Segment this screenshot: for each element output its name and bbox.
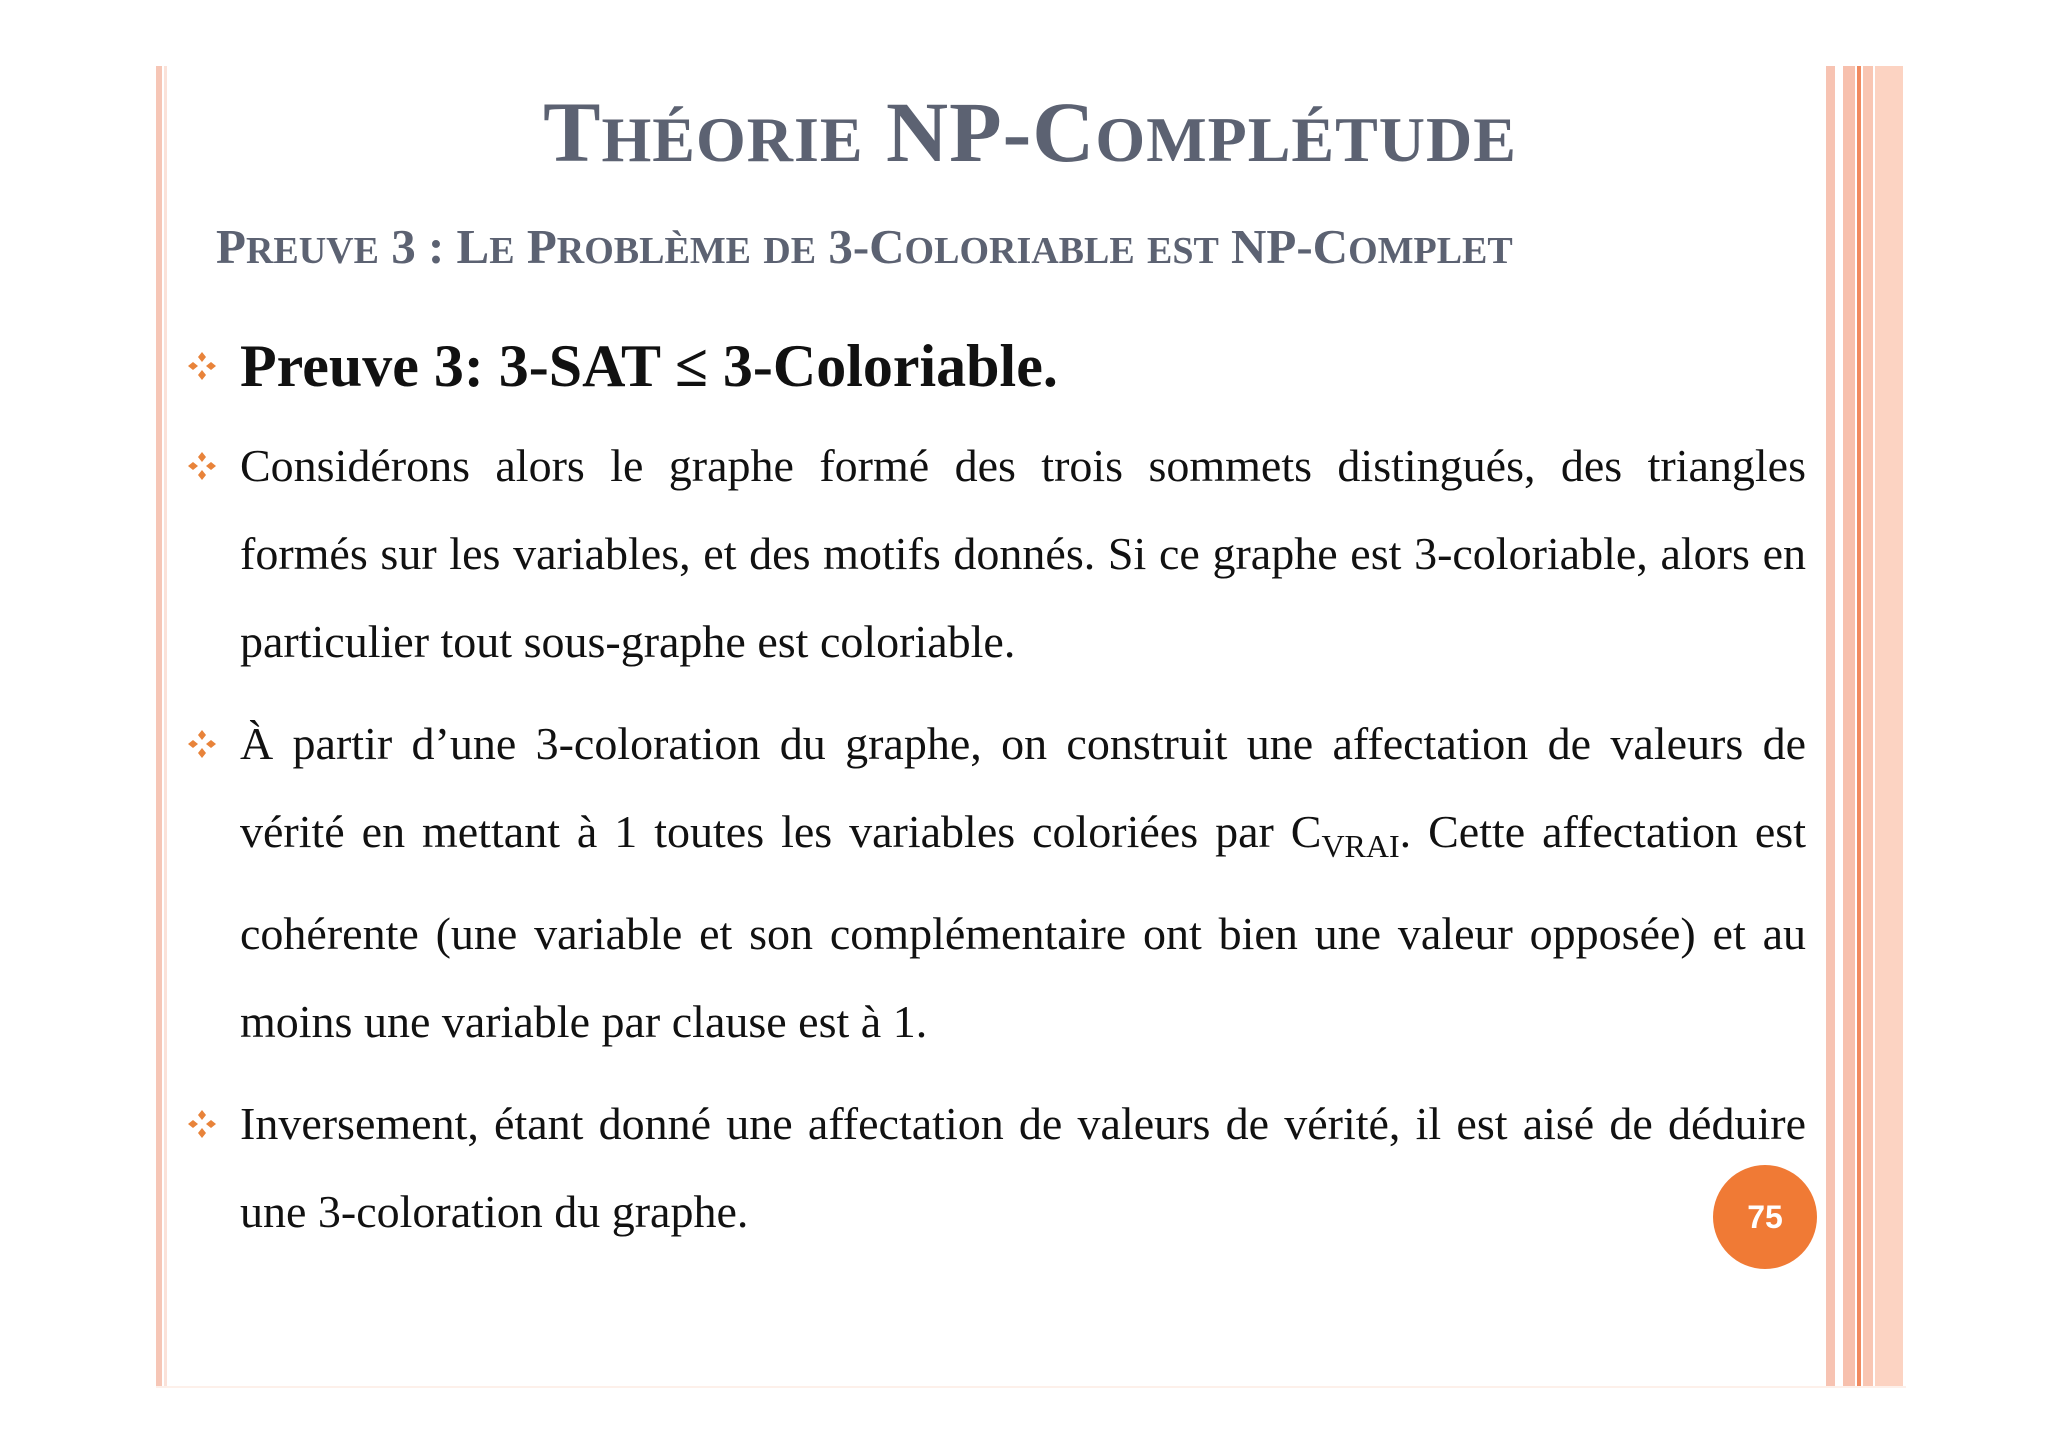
heading-item	[186, 320, 1806, 412]
vrai-subscript: VRAI	[1321, 828, 1400, 864]
bottom-divider	[156, 1386, 1906, 1388]
four-diamond-bullet-icon	[186, 450, 218, 482]
four-diamond-bullet-icon	[186, 728, 218, 760]
proof-heading: Preuve 3: 3-SAT ≤ 3-Coloriable.	[240, 333, 1058, 399]
paragraph-item-1	[186, 422, 1806, 686]
paragraph-item-3	[186, 1080, 1806, 1256]
slide-title: THÉORIE NP-COMPLÉTUDE	[543, 84, 1517, 180]
left-decorative-stripe-light	[164, 66, 167, 1386]
right-decorative-stripe-4	[1863, 66, 1873, 1386]
left-decorative-stripe	[156, 66, 162, 1386]
paragraph-1-text: Considérons alors le graphe formé des trois sommets distingués, des triangles formés sur les variables, et des motifs donnés. Si ce graphe est 3-coloriable, alors en particulier tout sous-graphe est coloriable.	[240, 440, 1806, 667]
four-diamond-bullet-icon	[186, 1108, 218, 1140]
paragraph-3-text: Inversement, étant donné une affectation de valeurs de vérité, il est aisé de déduire une 3-coloration du graphe.	[240, 1098, 1806, 1237]
right-decorative-stripe-5	[1875, 66, 1903, 1386]
right-decorative-stripe-3	[1857, 66, 1861, 1386]
paragraph-item-2	[186, 700, 1806, 1066]
page-number-badge: 75	[1713, 1165, 1817, 1269]
slide-content	[186, 320, 1806, 1270]
right-decorative-stripe-1	[1826, 66, 1835, 1386]
four-diamond-bullet-icon	[186, 350, 218, 382]
slide-subtitle: PREUVE 3 : LE PROBLÈME DE 3-COLORIABLE EST NP-COMPLET	[216, 219, 1513, 274]
right-decorative-stripe-2	[1843, 66, 1855, 1386]
paragraph-2-text: À partir d’une 3-coloration du graphe, on construit une affectation de valeurs de vérité en mettant à 1 toutes les variables coloriées par $C_{VRAI}$. Cette affectation est cohérente (une variable et son complémentaire ont bien une valeur opposée) et au moins une variable par clause est à 1.	[240, 718, 1806, 1047]
